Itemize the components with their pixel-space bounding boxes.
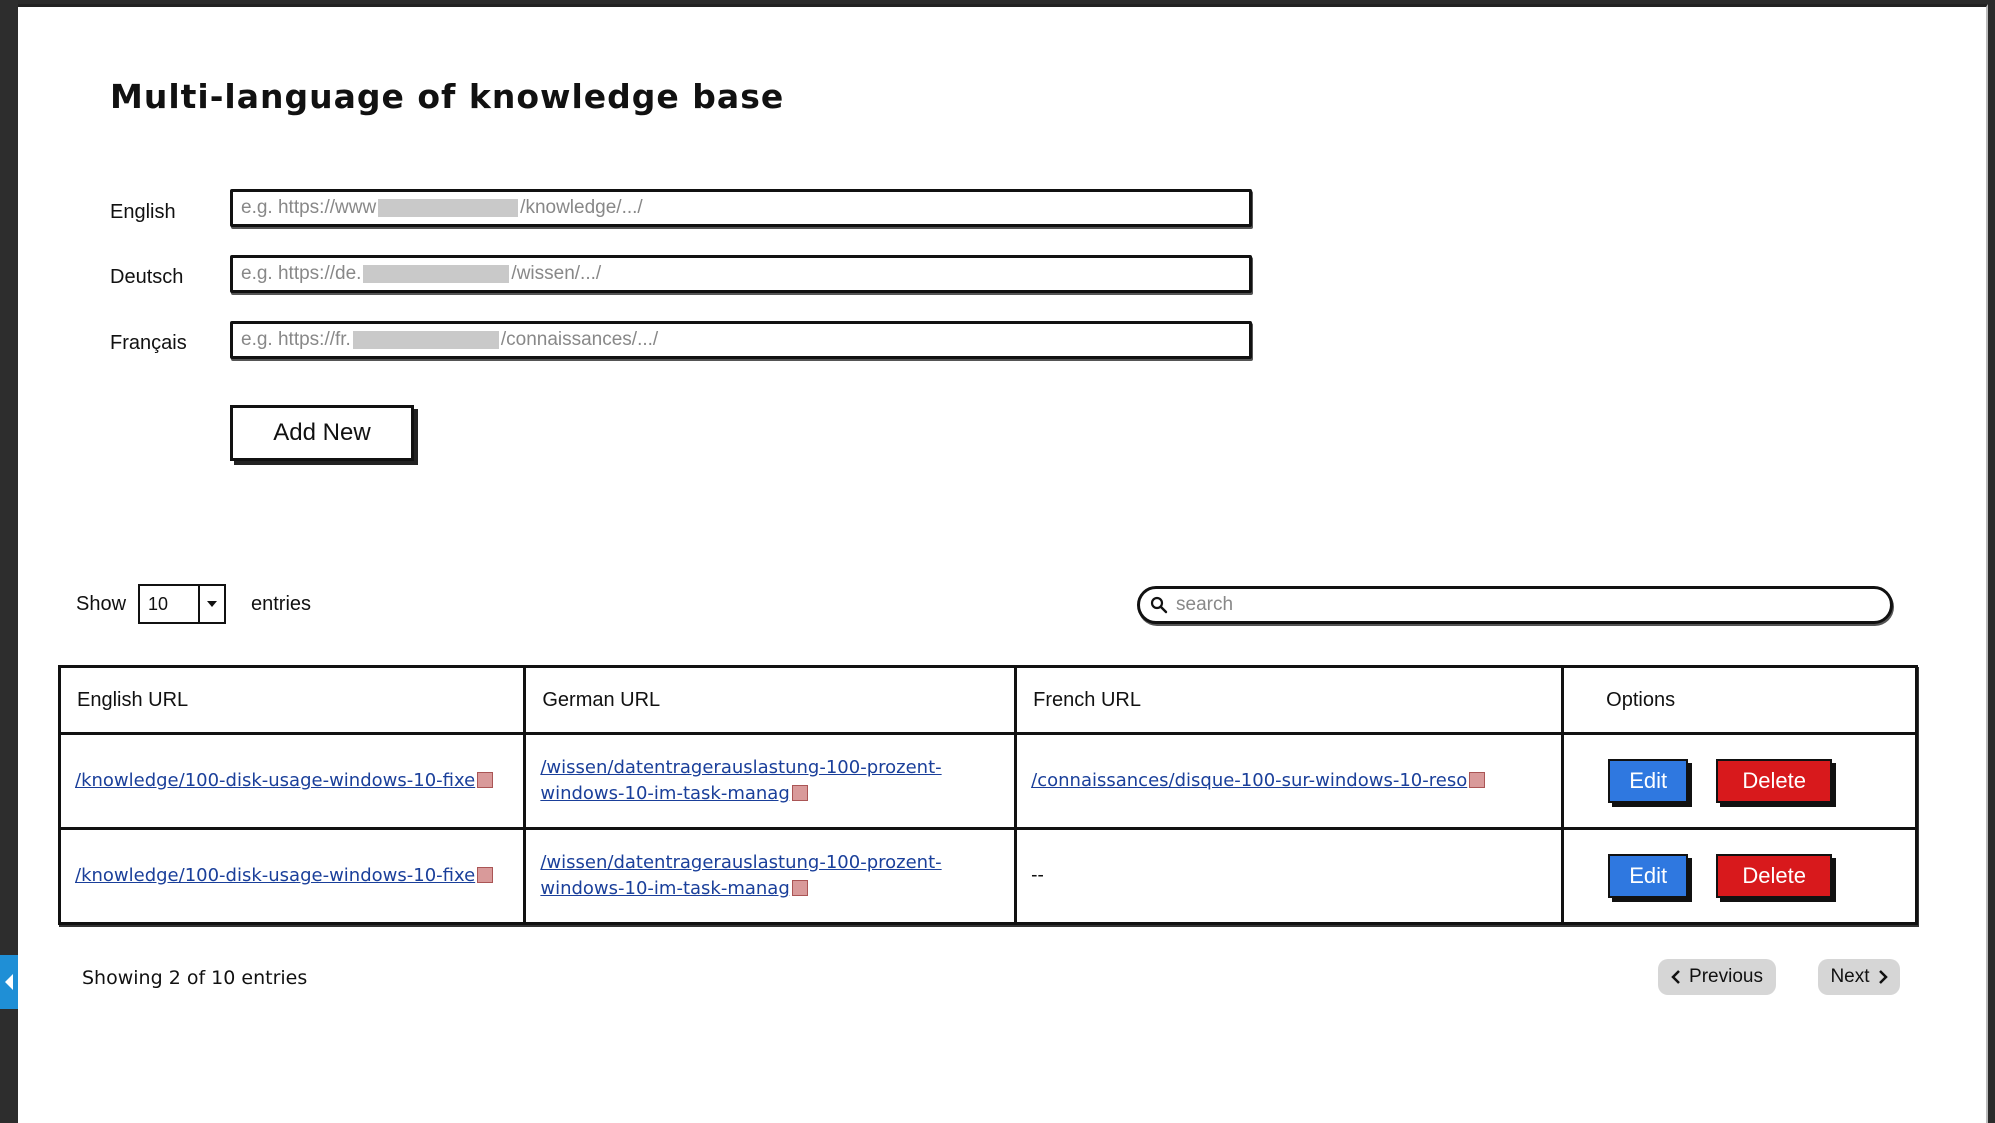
redacted-domain — [378, 199, 518, 217]
search-box[interactable] — [1137, 586, 1893, 624]
delete-button[interactable]: Delete — [1716, 854, 1832, 898]
french-url-empty: -- — [1031, 865, 1044, 886]
german-url-cell — [525, 829, 1016, 924]
external-link-icon — [477, 867, 493, 883]
francais-placeholder-suffix: /connaissances/.../ — [500, 329, 659, 350]
header-english-url[interactable]: English URL — [60, 667, 525, 734]
francais-placeholder-prefix: e.g. https://fr. — [241, 329, 351, 350]
dropdown-arrow-icon — [198, 586, 224, 622]
header-french-url[interactable]: French URL — [1016, 667, 1563, 734]
edit-button[interactable]: Edit — [1608, 759, 1688, 803]
german-url-link[interactable]: /wissen/datentragerauslastung-100-prozent-windows-10-im-task-manag — [540, 852, 942, 899]
external-link-icon — [792, 880, 808, 896]
add-new-button[interactable]: Add New — [230, 405, 414, 461]
francais-url-input[interactable] — [230, 321, 1252, 359]
deutsch-label: Deutsch — [110, 266, 184, 288]
table-row — [60, 829, 1917, 924]
header-options: Options — [1563, 667, 1917, 734]
show-label: Show — [76, 593, 127, 615]
previous-button[interactable] — [1658, 959, 1776, 995]
redacted-domain — [353, 331, 499, 349]
german-url-link[interactable]: /wissen/datentragerauslastung-100-prozent-windows-10-im-task-manag — [540, 757, 942, 804]
search-icon — [1150, 596, 1168, 614]
english-label: English — [110, 201, 176, 223]
german-url-cell — [525, 734, 1016, 829]
english-url-link[interactable]: /knowledge/100-disk-usage-windows-10-fixe — [75, 865, 476, 886]
english-url-cell — [60, 829, 525, 924]
next-label: Next — [1830, 966, 1870, 987]
page-title: Multi-language of knowledge base — [110, 77, 785, 116]
entries-summary: Showing 2 of 10 entries — [82, 967, 308, 989]
search-input[interactable] — [1174, 593, 1858, 617]
french-url-cell — [1016, 829, 1563, 924]
chevron-left-icon — [3, 973, 15, 991]
delete-button[interactable]: Delete — [1716, 759, 1832, 803]
options-cell — [1563, 734, 1917, 829]
french-url-cell — [1016, 734, 1563, 829]
header-german-url[interactable]: German URL — [525, 667, 1016, 734]
chevron-left-icon — [1671, 970, 1681, 984]
francais-label: Français — [110, 332, 187, 354]
edit-button[interactable]: Edit — [1608, 854, 1688, 898]
english-url-link[interactable]: /knowledge/100-disk-usage-windows-10-fixe — [75, 770, 476, 791]
sidebar-toggle[interactable] — [0, 955, 18, 1009]
deutsch-url-input[interactable] — [230, 255, 1252, 293]
entries-label: entries — [251, 593, 312, 615]
external-link-icon — [1469, 772, 1485, 788]
chevron-right-icon — [1878, 970, 1888, 984]
external-link-icon — [477, 772, 493, 788]
options-cell — [1563, 829, 1917, 924]
page-size-select[interactable] — [138, 584, 226, 624]
english-url-input[interactable] — [230, 189, 1252, 227]
redacted-domain — [363, 265, 509, 283]
next-button[interactable] — [1818, 959, 1900, 995]
external-link-icon — [792, 785, 808, 801]
english-placeholder-suffix: /knowledge/.../ — [520, 197, 643, 218]
english-placeholder-prefix: e.g. https://www — [241, 197, 377, 218]
main-content — [18, 4, 1988, 1123]
table-header-row — [60, 667, 1917, 734]
previous-label: Previous — [1689, 966, 1763, 987]
english-url-cell — [60, 734, 525, 829]
deutsch-placeholder-suffix: /wissen/.../ — [511, 263, 602, 284]
table-row — [60, 734, 1917, 829]
urls-table — [58, 665, 1918, 925]
page-size-value: 10 — [148, 593, 169, 614]
deutsch-placeholder-prefix: e.g. https://de. — [241, 263, 362, 284]
french-url-link[interactable]: /connaissances/disque-100-sur-windows-10-reso — [1031, 770, 1468, 791]
